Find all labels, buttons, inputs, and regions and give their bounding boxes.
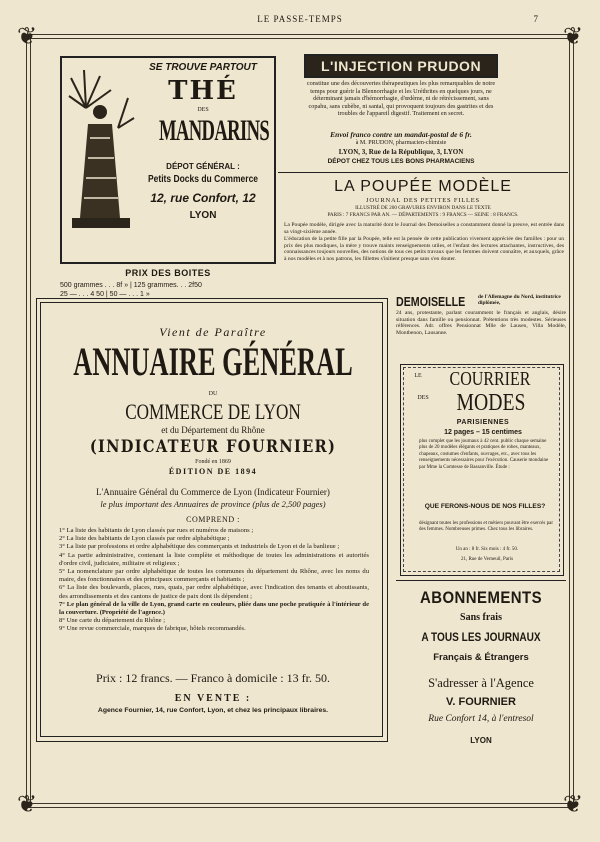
agence-fournier-line: Agence Fournier, 14, rue Confort, Lyon, et chez les principaux libraires. [97,707,329,714]
rue-confort: 12, rue Confort, 12 [150,191,256,205]
annuaire-item: 4° La partie administrative, contenant la liste complète et méthodique de toutes les administrations et autorités d'ordre civil, judiciaire, militaire et religieux ; [59,551,369,567]
sans-frais: Sans frais [460,612,502,623]
mandarins-brand: MANDARINS [158,114,270,147]
courrier-pages: 12 pages – 15 centimes [444,429,522,436]
commerce-de-lyon: COMMERCE DE LYON [125,399,301,424]
departement-rhone: et du Département du Rhône [161,425,265,435]
annuaire-items [59,527,369,634]
journal-title: LE PASSE-TEMPS [257,14,343,24]
modes-title: MODES [456,390,526,416]
poupee-subtitle: JOURNAL DES PETITES FILLES [366,197,480,204]
abonnements-lyon: LYON [470,736,492,745]
poupee-paragraph-1: La Poupée modèle, dirigée avec la maturité dont le Journal des Demoiselles a constamment donné la preuve, est entrée dans sa vingt-sixième année. [284,222,564,235]
courrier-abonnement: Un an : 8 fr. Six mois : 4 fr. 50. [455,547,519,552]
courrier-le: LE [414,373,422,379]
edition-1894: ÉDITION DE 1894 [168,467,258,476]
courrier-des-modes-ad [400,364,564,576]
courrier-parisiennes: PARISIENNES [456,419,510,426]
annuaire-item: 1° La liste des habitants de Lyon classés par rues et numéros de maisons ; [59,527,254,534]
abonnements-title: ABONNEMENTS [419,588,543,607]
annuaire-item: 3° La liste par professions et ordre alphabétique des commerçants et industriels de Lyon et de la banlieue ; [59,543,340,551]
se-trouve-partout: SE TROUVE PARTOUT [149,62,257,73]
annuaire-ad [36,298,388,742]
indicateur-fournier: (INDICATEUR FOURNIER) [89,437,337,457]
injection-title: L'INJECTION PRUDON [320,58,482,74]
poupee-title: LA POUPÉE MODÈLE [334,178,512,195]
annuaire-prix: Prix : 12 francs. — Franco à domicile : 13 fr. 50. [96,671,330,685]
the-heading: THÉ [168,76,238,106]
injection-title-banner [304,54,498,78]
annuaire-item: 9° Une revue commerciale, marques de fabrique, hôtels recommandés. [59,625,246,633]
injection-body: constitue une des découvertes thérapeutiques les plus remarquables de notre temps pour guérir la Blennorrhagie et les Uréthrites en quelques jours, ne déterminant jamais d'hémorrhagie, d'œdème, ni de rétrécissement, sans copahu, sans cubèbe, ni santal, qui provoquent toujours des gastrites et des troubles de l'appareil digestif. Traitement en secret. [306,80,496,118]
comprend-label: COMPREND : [186,515,240,524]
demoiselle-side: de l'Allemagne du Nord, institutrice diplômée, [478,294,561,307]
que-ferons-nous: QUE FERONS-NOUS DE NOS FILLES? [424,503,546,510]
annuaire-item: 8° Une carte du département du Rhône ; [59,617,166,625]
annuaire-lead-2: le plus important des Annuaires de province (plus de 2,500 pages) [100,499,326,509]
corner-ornament-icon: ❦ [562,24,584,50]
vient-de-paraitre: Vient de Paraître [159,325,267,339]
prix-row-2: 25 — . . . 4 50 | 50 — . . . 1 » [60,291,150,298]
annuaire-item: 7° Le plan général de la ville de Lyon, grand carte en couleurs, pliée dans une poche pratiquée à l'intérieur de la couverture. (Propriété de l'agence.) [59,600,369,617]
demoiselle-body: 24 ans, protestante, parlant couramment le français et anglais, désire situation dans famille ou pensionnat. Prétentions très modestes. Sérieuses références. Adr. offres Pensionnat Mlle de Lausen, Villa Modèle, Montbenon, Lausanne. [396,310,566,336]
v-fournier: V. FOURNIER [446,696,516,708]
des-label: DES [197,107,209,113]
divider [396,580,566,581]
rue-confort-entresol: Rue Confort 14, à l'entresol [428,714,534,724]
petits-docks: Petits Docks du Commerce [147,174,259,185]
prix-row-1: 500 grammes . . . 8f » | 125 grammes. . . 2f50 [60,282,202,289]
annuaire-du: DU [208,391,218,397]
depot-general: DÉPOT GÉNÉRAL : [166,162,240,171]
the-mandarins-ad [60,56,276,264]
courrier-des: DES [417,395,429,401]
injection-envoi: Envoi franco contre un mandat-postal de 6 fr. [330,130,472,139]
demoiselle-title: DEMOISELLE [396,294,466,309]
injection-pharmacien: à M. PRUDON, pharmacien-chimiste [355,140,447,146]
corner-ornament-icon: ❦ [562,792,584,818]
en-vente: EN VENTE : [174,693,252,704]
divider [278,172,568,173]
annuaire-item: 6° La liste des boulevards, places, rues, quais, par ordre alphabétique, avec l'indication des tenants et aboutissants, des arrondissements et des cantons de justice de paix dont ils dépendent ; [59,584,369,600]
courrier-body: plus complet que les journaux à 42 cent. public chaque semaine plus de 20 modèles élégants et pratiques de robes, manteaux, chapeaux, costumes d'enfants, ouvrages, etc., avec tous les renseignements nécessaires pour l'exécution. Causerie mondaine par Mme la Comtesse de Bassanville. Étude : [419,439,549,470]
fonde-en: Fondé en 1869 [195,459,231,465]
prix-des-boites: PRIX DES BOITES [125,268,211,278]
mandarin-figure-icon [66,68,136,238]
injection-depot: DÉPOT CHEZ TOUS LES BONS PHARMACIENS [327,158,475,165]
annuaire-item: 2° La liste des habitants de Lyon classés par ordre alphabétique ; [59,535,230,543]
annuaire-lead: L'Annuaire Général du Commerce de Lyon (Indicateur Fournier) [96,487,330,497]
corner-ornament-icon: ❦ [16,792,38,818]
lyon-label: LYON [189,210,217,221]
page-number: 7 [533,14,538,24]
courrier-title: COURRIER [449,368,531,390]
poupee-illustre: ILLUSTRÉ DE 200 GRAVURES ENVIRON DANS LE TEXTE [355,205,491,211]
s-adresser: S'adresser à l'Agence [428,676,534,690]
annuaire-item: 5° La nomenclature par ordre alphabétique de toutes les communes du département du Rhône, avec les noms du maire, des fonctionnaires et des principaux commerçants et habitants ; [59,568,369,584]
page-header [0,14,600,30]
francais-etrangers: Français & Étrangers [433,652,529,663]
corner-ornament-icon: ❦ [16,24,38,50]
poupee-prices: PARIS : 7 FRANCS PAR AN. — DÉPARTEMENTS : 9 FRANCS — SEINE : 8 FRANCS. [327,212,519,218]
courrier-body-2: désignant toutes les professions et métiers pouvant être exercés par des femmes. Nombreuses primes. Chez tous les libraires. [419,521,553,533]
tous-les-journaux: A TOUS LES JOURNAUX [421,630,541,644]
poupee-paragraph-2: L'éducation de la petite fille par la Poupée, telle est la pensée de cette publication vivement appréciée des familles : pour un prix des plus modiques, la mère y trouve maints renseignements utiles, et l'enfant des lectures attachantes, instructives, des connaissances toujours nouvelles, des notions de tous ces petits travaux que les femmes doivent connaître, et auxquels, grâce à nos modèles et à nos patrons, les fillettes s'initient presque sans s'en douter. [284,236,564,262]
injection-address: LYON, 3, Rue de la République, 3, LYON [338,148,464,156]
courrier-address: 21, Rue de Verneuil, Paris [460,557,514,562]
annuaire-title: ANNUAIRE GÉNÉRAL [73,339,353,384]
